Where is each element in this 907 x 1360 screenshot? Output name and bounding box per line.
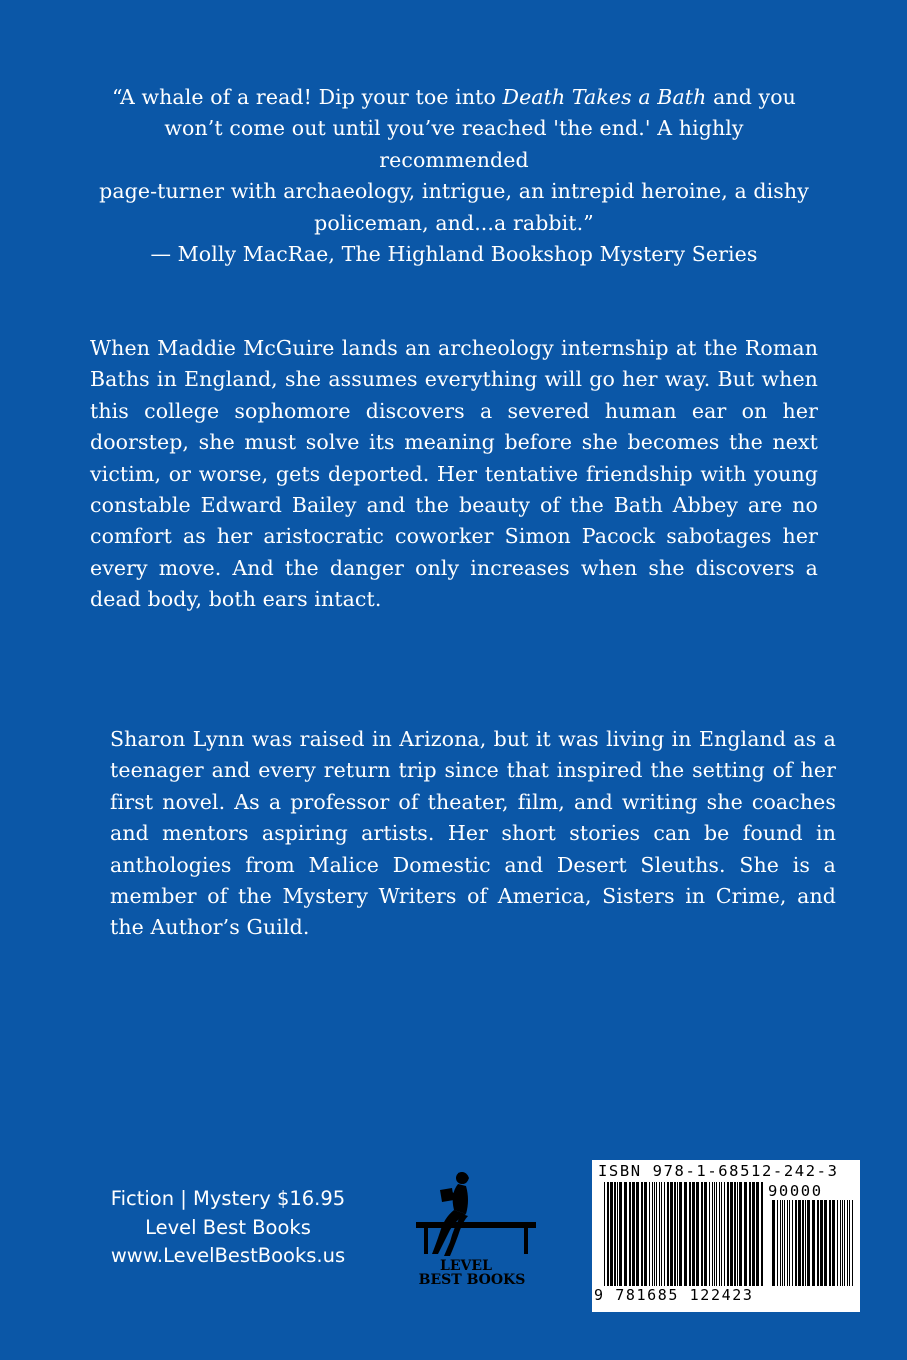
barcode-addon-bar xyxy=(802,1200,804,1286)
barcode-bar xyxy=(689,1182,691,1286)
barcode-bar xyxy=(667,1182,669,1286)
logo-text-line1: LEVEL xyxy=(440,1258,492,1274)
barcode-addon-bar xyxy=(829,1200,831,1286)
barcode-bar xyxy=(719,1182,720,1286)
barcode-bar xyxy=(656,1182,657,1286)
barcode-bar xyxy=(756,1182,759,1286)
barcode-addon-bar xyxy=(840,1200,841,1286)
barcode-bar xyxy=(761,1182,763,1286)
barcode-bar xyxy=(739,1182,742,1286)
barcode-addon-bar xyxy=(849,1200,850,1286)
barcode-bar xyxy=(614,1182,616,1286)
barcode-bar xyxy=(674,1182,676,1286)
barcode-bar xyxy=(629,1182,631,1286)
barcode-addon-bar xyxy=(842,1200,843,1286)
barcode-bar xyxy=(641,1182,643,1286)
author-bio: Sharon Lynn was raised in Arizona, but it was living in England as a teenager and every return trip since that inspired the setting of her first novel. As a professor of theater, film, and writing she coaches and mentors aspiring artists. Her short stories can be found in anthologies from Malice Domestic and Desert Sleuths. She is a member of the Mystery Writers of America, Sisters in Crime, and the Author’s Guild. xyxy=(110,727,836,940)
barcode-bar xyxy=(712,1182,713,1286)
barcode-addon-bar xyxy=(837,1200,838,1286)
barcode-bar xyxy=(644,1182,647,1286)
barcode-addon-bar xyxy=(847,1200,848,1286)
logo-text-line2: BEST BOOKS xyxy=(418,1272,526,1286)
barcode-bars xyxy=(604,1182,856,1286)
barcode-bar xyxy=(721,1182,722,1286)
barcode-addon-bar xyxy=(820,1200,823,1286)
barcode-addon-bar xyxy=(784,1200,785,1286)
barcode-addon-bar xyxy=(772,1200,775,1286)
publisher-name: Level Best Books xyxy=(145,1215,311,1239)
barcode-addon-bar xyxy=(817,1200,819,1286)
logo-bench-leg-right xyxy=(524,1228,528,1254)
barcode-addon-bar xyxy=(798,1200,801,1286)
barcode-bar xyxy=(696,1182,699,1286)
barcode-addon-bar xyxy=(844,1200,845,1286)
isbn-label: ISBN 978-1-68512-242-3 xyxy=(598,1162,839,1180)
barcode-bar xyxy=(659,1182,660,1286)
barcode-addon-bar xyxy=(792,1200,793,1286)
barcode-bar xyxy=(677,1182,678,1286)
barcode-bar xyxy=(610,1182,613,1286)
barcode-bar xyxy=(604,1182,605,1286)
barcode-bar xyxy=(619,1182,622,1286)
barcode-bar xyxy=(716,1182,717,1286)
publisher-info xyxy=(90,1185,366,1271)
isbn-barcode xyxy=(592,1160,860,1312)
barcode-bar xyxy=(749,1182,751,1286)
logo-bench-leg-left xyxy=(424,1228,428,1254)
barcode-addon-bar xyxy=(780,1200,781,1286)
barcode-bar xyxy=(679,1182,682,1286)
genre-price: Fiction | Mystery $16.95 xyxy=(110,1187,346,1210)
barcode-bar xyxy=(744,1182,747,1286)
barcode-bar xyxy=(704,1182,707,1286)
endorsement-quote xyxy=(90,82,818,270)
barcode-bar xyxy=(714,1182,715,1286)
barcode-bar xyxy=(724,1182,725,1286)
quote-attribution: — Molly MacRae, The Highland Bookshop Mystery Series xyxy=(150,242,758,267)
barcode-addon-bar xyxy=(832,1200,835,1286)
barcode-addon-bar xyxy=(789,1200,790,1286)
barcode-bar xyxy=(684,1182,687,1286)
book-title-italic: Death Takes a Bath xyxy=(502,85,707,109)
quote-line-1: “A whale of a read! Dip your toe into Death Takes a Bath and you xyxy=(112,85,796,109)
barcode-bar xyxy=(607,1182,609,1286)
barcode-bar xyxy=(730,1182,733,1286)
barcode-addon-bar xyxy=(824,1200,827,1286)
barcode-addon-bar xyxy=(777,1200,778,1286)
barcode-bar xyxy=(624,1182,627,1286)
barcode-bar xyxy=(636,1182,639,1286)
barcode-digits: 9 781685 122423 xyxy=(594,1286,754,1304)
barcode-bar xyxy=(632,1182,635,1286)
barcode-bar xyxy=(652,1182,653,1286)
barcode-bar xyxy=(734,1182,736,1286)
barcode-bar xyxy=(727,1182,729,1286)
barcode-bar xyxy=(709,1182,710,1286)
publisher-website[interactable]: www.LevelBestBooks.us xyxy=(110,1244,346,1268)
publisher-logo-icon xyxy=(414,1170,538,1286)
barcode-bar xyxy=(692,1182,695,1286)
barcode-bar xyxy=(617,1182,618,1286)
barcode-addon-bar xyxy=(812,1200,815,1286)
barcode-addon-bar xyxy=(787,1200,788,1286)
quote-line-4: policeman, and...a rabbit.” xyxy=(314,210,594,235)
barcode-addon-bar xyxy=(795,1200,797,1286)
book-synopsis: When Maddie McGuire lands an archeology internship at the Roman Baths in England, she assumes everything will go her way. But when this college sophomore discovers a severed human ear on her doorstep, she must solve its meaning before she becomes the next victim, or worse, gets deported. Her tentative friendship with young constable Edward Bailey and the beauty of the Bath Abbey are no comfort as her aristocratic coworker Simon Pacock sabotages her every move. And the danger only increases when she discovers a dead body, both ears intact. xyxy=(90,336,818,612)
barcode-addon-digits: 90000 xyxy=(768,1182,823,1200)
barcode-bar xyxy=(737,1182,738,1286)
barcode-addon-bar xyxy=(852,1200,853,1286)
barcode-bar xyxy=(654,1182,655,1286)
barcode-addon-bar xyxy=(805,1200,806,1286)
barcode-bar xyxy=(661,1182,662,1286)
barcode-bar xyxy=(701,1182,703,1286)
barcode-bar xyxy=(649,1182,650,1286)
quote-line-2: won’t come out until you’ve reached 'the end.' A highly recommended xyxy=(164,116,744,172)
barcode-addon-bar xyxy=(807,1200,810,1286)
barcode-addon-bar xyxy=(782,1200,783,1286)
logo-bench-top xyxy=(416,1222,536,1228)
barcode-bar xyxy=(664,1182,665,1286)
quote-line-3: page-turner with archaeology, intrigue, an intrepid heroine, a dishy xyxy=(99,179,809,204)
barcode-bar xyxy=(670,1182,673,1286)
barcode-bar xyxy=(752,1182,755,1286)
